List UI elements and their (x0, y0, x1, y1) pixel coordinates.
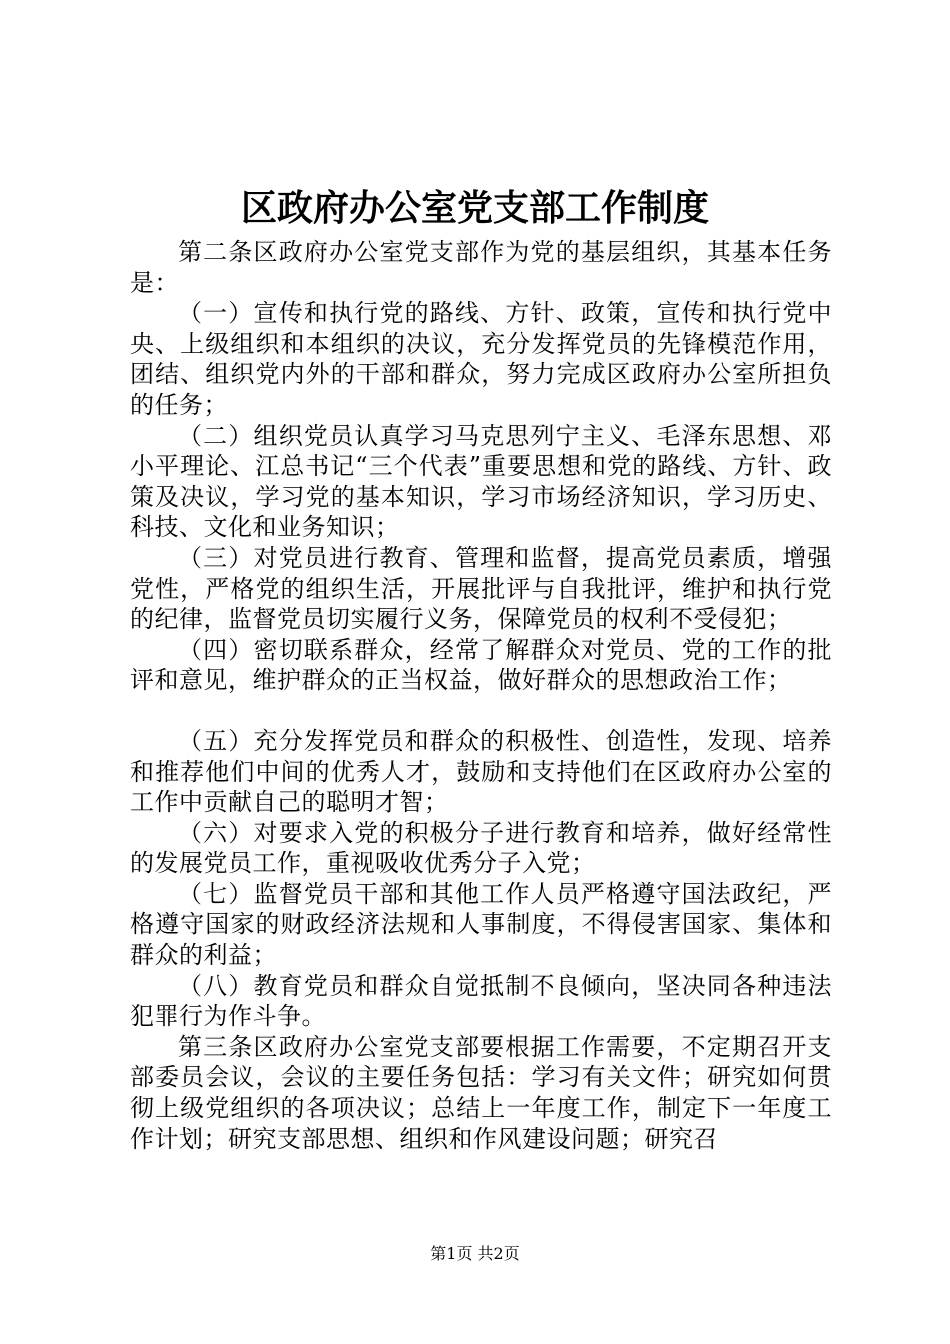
paragraph-item-6: （六）对要求入党的积极分子进行教育和培养，做好经常性的发展党员工作，重视吸收优秀分子入党； (130, 818, 832, 878)
paragraph-item-4: （四）密切联系群众，经常了解群众对党员、党的工作的批评和意见，维护群众的正当权益，做好群众的思想政治工作； (130, 635, 832, 695)
page-number-footer: 第1页 共2页 (430, 1244, 520, 1263)
paragraph-article-2: 第二条区政府办公室党支部作为党的基层组织，其基本任务是： (130, 238, 832, 297)
paragraph-article-3: 第三条区政府办公室党支部要根据工作需要，不定期召开支部委员会议，会议的主要任务包括：学习有关文件；研究如何贯彻上级党组织的各项决议；总结上一年度工作，制定下一年度工作计划；研究支部思想、组织和作风建设问题；研究召 (130, 1032, 832, 1153)
paragraph-item-8: （八）教育党员和群众自觉抵制不良倾向，坚决同各种违法犯罪行为作斗争。 (130, 971, 832, 1031)
paragraph-item-1: （一）宣传和执行党的路线、方针、政策，宣传和执行党中央、上级组织和本组织的决议，充分发挥党员的先锋模范作用，团结、组织党内外的干部和群众，努力完成区政府办公室所担负的任务； (130, 299, 832, 419)
paragraph-item-7: （七）监督党员干部和其他工作人员严格遵守国法政纪，严格遵守国家的财政经济法规和人事制度，不得侵害国家、集体和群众的利益； (130, 879, 832, 970)
paragraph-item-3: （三）对党员进行教育、管理和监督，提高党员素质，增强党性，严格党的组织生活，开展批评与自我批评，维护和执行党的纪律，监督党员切实履行义务，保障党员的权利不受侵犯； (130, 543, 832, 634)
paragraph-item-5: （五）充分发挥党员和群众的积极性、创造性，发现、培养和推荐他们中间的优秀人才，鼓励和支持他们在区政府办公室的工作中贡献自己的聪明才智； (130, 726, 832, 817)
document-title: 区政府办公室党支部工作制度 (240, 187, 709, 229)
document-body (130, 237, 832, 1154)
paragraph-item-2: （二）组织党员认真学习马克思列宁主义、毛泽东思想、邓小平理论、江总书记“三个代表”重要思想和党的路线、方针、政策及决议，学习党的基本知识，学习市场经济知识，学习历史、科技、文化和业务知识； (130, 421, 832, 542)
